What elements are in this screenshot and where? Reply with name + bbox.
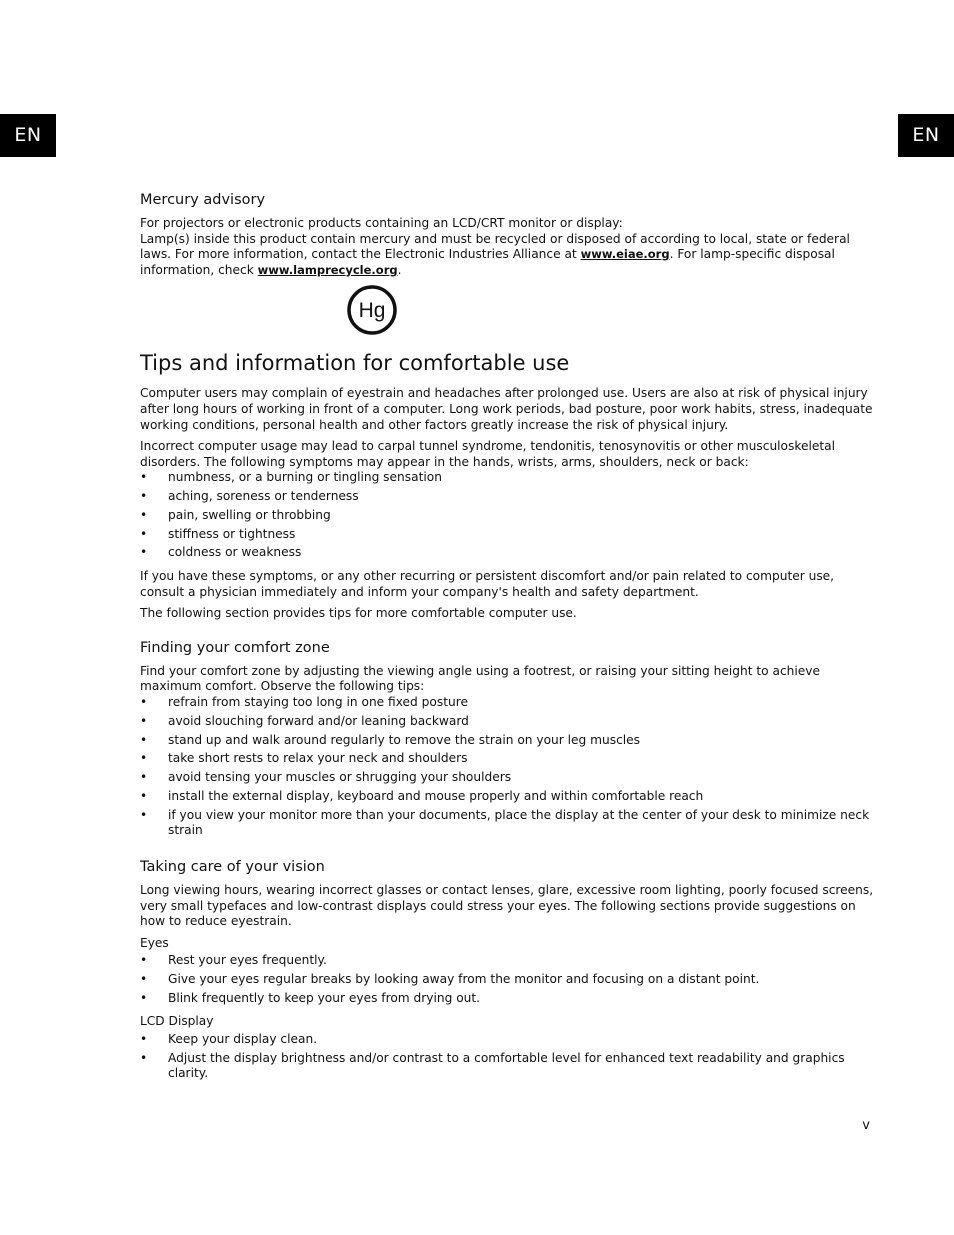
list-item-text: refrain from staying too long in one fixed posture — [168, 695, 468, 710]
bullet: • — [140, 545, 148, 560]
list-item — [140, 470, 880, 486]
bullet: • — [140, 807, 148, 822]
comfort-intro: Find your comfort zone by adjusting the viewing angle using a footrest, or raising your sitting height to achieve maximum comfort. Observe the following tips: — [140, 663, 820, 694]
list-item-text: if you view your monitor more than your documents, place the display at the center of your desk to minimize neck strain — [168, 807, 870, 838]
bullet: • — [140, 1032, 148, 1047]
bullet: • — [140, 526, 148, 541]
list-item — [140, 991, 880, 1007]
lamprecycle-link[interactable]: www.lamprecycle.org — [257, 262, 398, 277]
list-item-text: numbness, or a burning or tingling sensation — [168, 470, 442, 485]
list-item-text: Adjust the display brightness and/or contrast to a comfortable level for enhanced text readability and graphics clarity. — [168, 1050, 845, 1081]
mercury-text-b: . For lamp-specific disposal information, check — [140, 247, 835, 277]
bullet: • — [140, 990, 148, 1005]
tips-title: Tips and information for comfortable use — [140, 351, 570, 376]
bullet: • — [140, 751, 148, 766]
bullet: • — [140, 695, 148, 710]
mercury-line1: For projectors or electronic products containing an LCD/CRT monitor or display: — [140, 216, 623, 230]
mercury-text-a: Lamp(s) inside this product contain mercury and must be recycled or disposed of according to local, state or federal laws. For more information, contact the Electronic Industries Alliance at — [140, 231, 850, 262]
list-item-text: aching, soreness or tenderness — [168, 489, 359, 504]
list-item — [140, 545, 880, 561]
list-item-text: stiffness or tightness — [168, 526, 296, 541]
bullet: • — [140, 470, 148, 485]
list-item-text: Blink frequently to keep your eyes from drying out. — [168, 990, 481, 1005]
tips-paragraph-2: Incorrect computer usage may lead to carpal tunnel syndrome, tendonitis, tenosynovitis or other musculoskeletal disorders. The following symptoms may appear in the hands, wrists, arms, shoulders, neck or back: — [140, 439, 836, 469]
bullet: • — [140, 953, 148, 968]
list-item-text: pain, swelling or throbbing — [168, 507, 331, 522]
bullet: • — [140, 1050, 148, 1065]
page-content — [140, 190, 880, 1090]
list-item — [140, 1051, 880, 1082]
tips-paragraph-1: Computer users may complain of eyestrain and headaches after prolonged use. Users are also at risk of physical injury after long hours of working in front of a computer. Long work periods, bad posture, poor work habits, stress, inadequate working conditions, personal health and other factors greatly increase the risk of physical injury. — [140, 386, 873, 432]
list-item — [140, 527, 880, 543]
list-item-text: avoid slouching forward and/or leaning backward — [168, 713, 469, 728]
list-item — [140, 508, 880, 524]
list-item-text: take short rests to relax your neck and shoulders — [168, 751, 468, 766]
eyes-list — [140, 953, 880, 1006]
list-item-text: Give your eyes regular breaks by looking away from the monitor and focusing on a distant point. — [168, 972, 760, 987]
bullet: • — [140, 489, 148, 504]
bullet: • — [140, 507, 148, 522]
eiae-link[interactable]: www.eiae.org — [580, 247, 670, 262]
list-item-text: Rest your eyes frequently. — [168, 953, 327, 968]
lcd-list — [140, 1032, 880, 1082]
lcd-label: LCD Display — [140, 1014, 214, 1029]
list-item — [140, 695, 880, 711]
mercury-text-c: . — [397, 262, 402, 277]
mercury-heading: Mercury advisory — [140, 192, 266, 208]
list-item — [140, 714, 880, 730]
symptom-list — [140, 470, 880, 561]
list-item — [140, 1032, 880, 1048]
list-item — [140, 789, 880, 805]
bullet: • — [140, 770, 148, 785]
list-item — [140, 808, 880, 839]
list-item — [140, 733, 880, 749]
list-item-text: avoid tensing your muscles or shrugging your shoulders — [168, 770, 512, 785]
list-item-text: stand up and walk around regularly to remove the strain on your leg muscles — [168, 732, 641, 747]
page-number: v — [862, 1118, 870, 1133]
list-item-text: install the external display, keyboard and mouse properly and within comfortable reach — [168, 788, 704, 803]
vision-heading: Taking care of your vision — [140, 858, 325, 875]
list-item-text: coldness or weakness — [168, 545, 302, 560]
list-item — [140, 953, 880, 969]
hg-symbol-text: Hg — [358, 299, 386, 323]
list-item — [140, 489, 880, 505]
bullet: • — [140, 972, 148, 987]
mercury-paragraph — [140, 232, 880, 279]
bullet: • — [140, 732, 148, 747]
eyes-label: Eyes — [140, 935, 169, 950]
list-item-text: Keep your display clean. — [168, 1032, 318, 1047]
list-item — [140, 751, 880, 767]
comfort-heading: Finding your comfort zone — [140, 639, 330, 656]
bullet: • — [140, 788, 148, 803]
vision-intro: Long viewing hours, wearing incorrect glasses or contact lenses, glare, excessive room lighting, poorly focused screens, very small typefaces and low-contrast displays could stress your eyes. The following sections provide suggestions on how to reduce eyestrain. — [140, 882, 874, 929]
comfort-list — [140, 695, 880, 839]
list-item — [140, 770, 880, 786]
language-tab-right: EN — [898, 114, 954, 157]
list-item — [140, 972, 880, 988]
tips-paragraph-3: If you have these symptoms, or any other recurring or persistent discomfort and/or pain related to computer use, consult a physician immediately and inform your company's health and safety department. — [140, 569, 835, 599]
mercury-symbol — [140, 284, 880, 336]
language-tab-left: EN — [0, 114, 56, 157]
bullet: • — [140, 713, 148, 728]
tips-paragraph-4: The following section provides tips for more comfortable computer use. — [140, 606, 577, 621]
hg-icon — [346, 284, 398, 336]
